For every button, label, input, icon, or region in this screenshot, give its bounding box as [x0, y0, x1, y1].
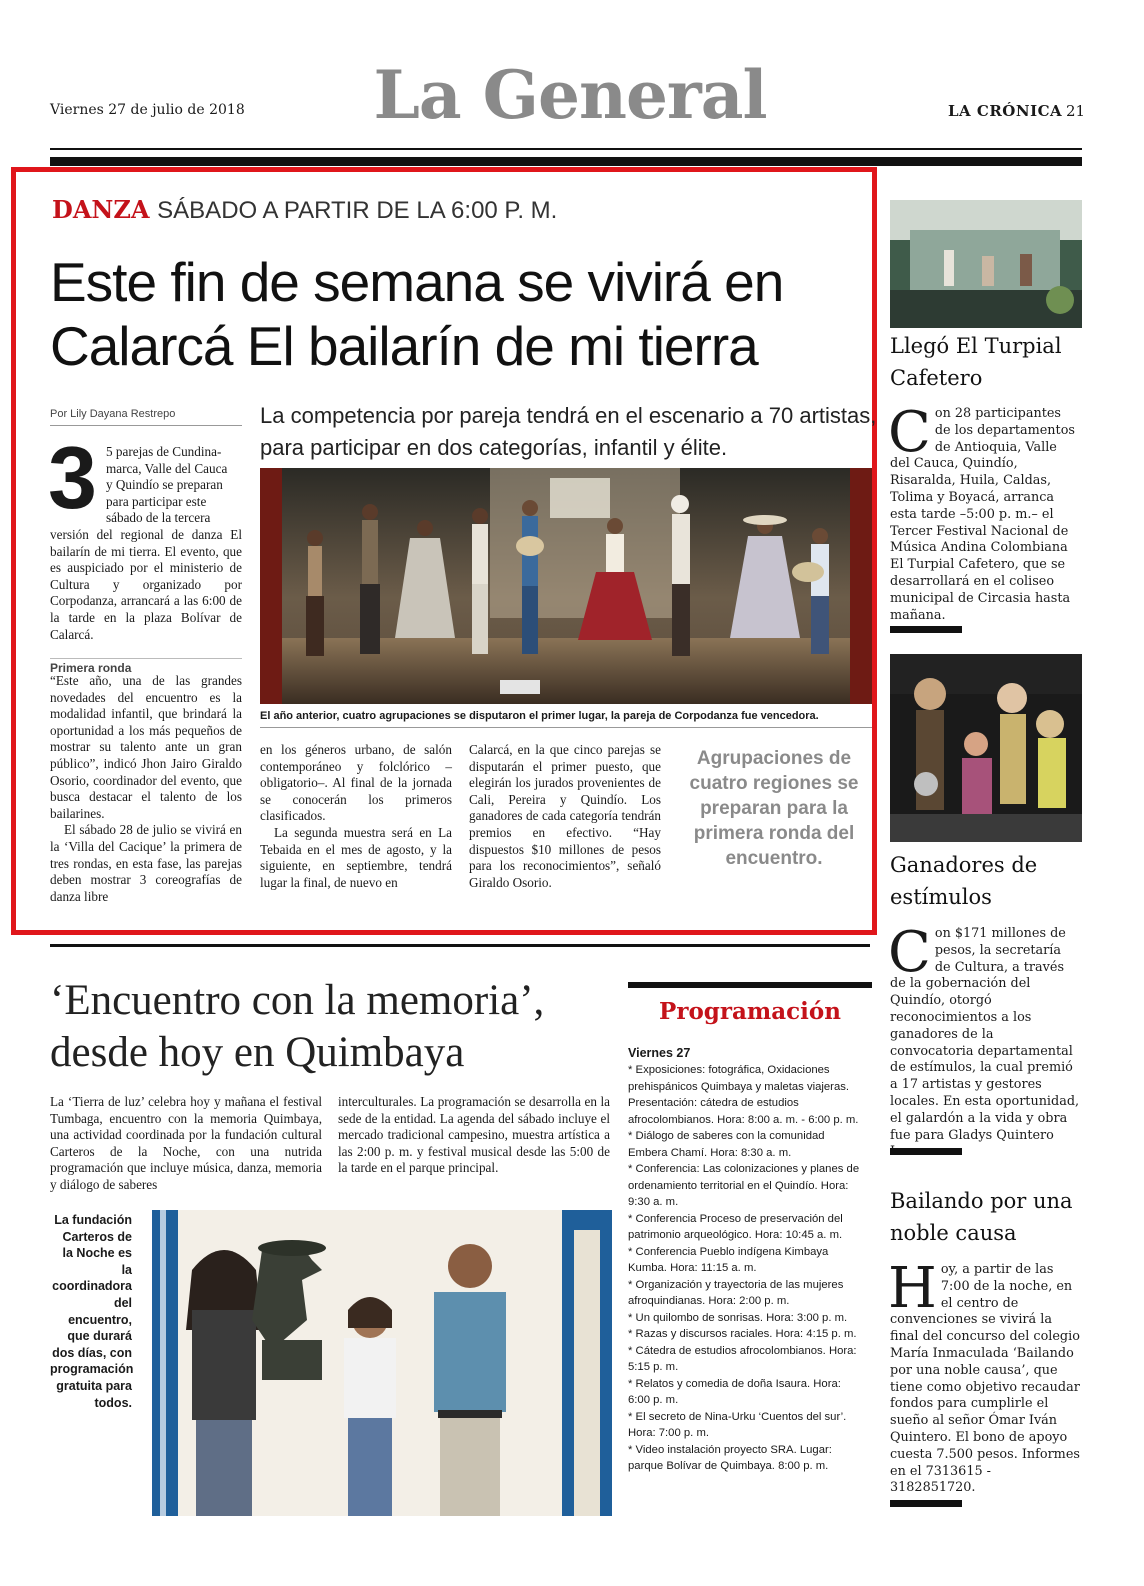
programacion-rule — [628, 982, 872, 988]
sidebar-body-bailando — [888, 1256, 1080, 1497]
pull-quote: Agrupaciones de cuatro regiones se preparan para la primera ronda del encuentro. — [689, 748, 859, 869]
text-line: para participar este — [106, 493, 207, 509]
list-item: * Conferencia Pueblo indígena Kimbaya Kumba. Hora: 11:15 a. m. — [628, 1245, 829, 1274]
page-number: 21 — [1066, 102, 1086, 120]
paragraph-continuation: versión del regional de danza El bailarín de mi tierra. El evento, que es auspiciado por el ministerio de Cultura y organizado por Corpodanza, arrancará a las 6:00 de la tarde en la plaza Bolívar de Calarcá. — [50, 526, 242, 642]
text-line: y Quindío se preparan — [106, 477, 223, 493]
article-column-3 — [469, 742, 661, 891]
subhead: Primera ronda — [50, 658, 242, 675]
turpial-festival-photo — [890, 200, 1082, 328]
article-paragraph-4: en los géneros urbano, de salón contemporáneo y folclórico –obligatorio–. Al final de la jornada se conocerán los primeros clasificados. — [260, 742, 452, 824]
article-paragraph-1 — [50, 444, 242, 643]
programacion-list — [628, 1062, 864, 1475]
article2-photo-caption: La fundación Carteros de la Noche es la coordinadora del encuentro, que durará dos días, con programación gratuita para todos. — [50, 1213, 134, 1410]
dance-stage-illustration — [260, 468, 872, 704]
list-item: * Relatos y comedia de doña Isaura. Hora: 6:00 p. m. — [628, 1377, 841, 1406]
list-item: * El secreto de Nina-Urku ‘Cuentos del sur’. Hora: 7:00 p. m. — [628, 1410, 847, 1439]
main-headline: Este fin de semana se vivirá en Calarcá El bailarín de mi tierra — [50, 251, 784, 377]
article-paragraph-6: Calarcá, en la que cinco parejas se disputarán el primer puesto, que elegirán los jurados provenientes de Cali, Pereira y Quindío. Los ganadores de cada categoría tendrán premios en efectivo. “Hay dispuestos $10 millones de pesos para los reconocimientos”, señaló Giraldo Osorio. — [469, 742, 661, 890]
drop-cap: C — [888, 400, 931, 465]
puppets-illustration — [890, 654, 1082, 842]
header-rule-thick — [50, 157, 1082, 166]
kicker-keyword: DANZA — [52, 195, 150, 224]
article2-column-2: interculturales. La programación se desarrolla en la sede de la entidad. La agenda del sábado incluye el mercado tradicional campesino, muestra artística a las 2:00 p. m. y festival musical desde las 5:00 de la tarde en el parque principal. — [338, 1094, 610, 1176]
list-item: * Conferencia: Las colonizaciones y planes de ordenamiento territorial en el Quindío. Hora: 9:30 a. m. — [628, 1163, 860, 1208]
byline-rule — [50, 425, 242, 426]
section-title: La General — [373, 56, 767, 134]
list-item: * Razas y discursos raciales. Hora: 4:15 p. m. — [628, 1328, 857, 1340]
programacion-title: Programación — [659, 998, 841, 1025]
sidebar-body-estimulos — [888, 920, 1080, 1161]
sidebar-text: on 28 participantes de los departamentos de Antioquia, Valle del Cauca, Quindío, Risaralda, Huila, Caldas, Tolima y Boyacá, arranca esta tarde –5:00 p. m.– el Tercer Festival Nacional de Música Andina Colombiana El Turpial Cafetero, que se desarrollará en el coliseo municipal de Circasia hasta mañana. — [890, 406, 1075, 623]
puppets-photo — [890, 654, 1082, 842]
list-item: * Video instalación proyecto SRA. Lugar: parque Bolívar de Quimbaya. 8:00 p. m. — [628, 1443, 832, 1472]
article-column-1-continued — [50, 673, 242, 905]
newspaper-name: LA CRÓNICA — [948, 102, 1063, 120]
list-item: * Conferencia Proceso de preservación del patrimonio arqueológico. Hora: 10:45 a. m. — [628, 1212, 843, 1241]
sidebar-body-turpial — [888, 400, 1080, 624]
sidebar-divider — [890, 1500, 962, 1507]
sidebar-divider — [890, 626, 962, 633]
article2-column-1: La ‘Tierra de luz’ celebra hoy y mañana el festival Tumbaga, encuentro con la memoria Quimbaya, una actividad coordinada por la fundación cultural Carteros de la Noche, con una nutrida programación que incluye música, danza, memoria y diálogo de saberes — [50, 1094, 322, 1192]
sidebar-text: on $171 millones de pesos, la secretaría de Cultura, a través de la gobernación del Quindío, otorgó reconocimientos a los ganadores de la convocatoria departamental de estímulos, la cual premió a 17 artistas y gestores locales. En esta oportunidad, el galardón a la vida y obra fue para Gladys Quintero — [890, 926, 1080, 1143]
text-line: sábado de la tercera — [106, 510, 211, 526]
group-photo-illustration — [152, 1210, 612, 1516]
sidebar-title-estimulos: Ganadores de estímulos — [890, 853, 1038, 909]
article-paragraph-2: “Este año, una de las grandes novedades del encuentro es la modalidad infantil, que brindará la oportunidad a los más pequeños de mostrar su talento ante un gran público”, indicó Jhon Jairo Giraldo Osorio, coordinador del evento, que busca destacar el talento de los bailarines. — [50, 673, 242, 821]
list-item: * Organización y trayectoria de las mujeres afroquindianas. Hora: 2:00 p. m. — [628, 1278, 844, 1307]
text-line: 5 parejas de Cundina- — [106, 444, 222, 459]
sidebar-text: oy, a partir de las 7:00 de la noche, en el centro de convenciones se vivirá la final del concurso del colegio María Inmaculada ‘Bailando por una noble causa’, que tiene como objetivo recaudar fondos para cumplirle el sueño al señor Ómar Iván Quintero. El bono de apoyo cuesta 7.500 pesos. Informes en el 7313615 - 3182851720. — [890, 1262, 1080, 1496]
kicker-detail: SÁBADO A PARTIR DE LA 6:00 P. M. — [157, 197, 558, 224]
article-kicker — [52, 195, 557, 225]
list-item: * Diálogo de saberes con la comunidad Embera Chamí. Hora: 8:30 a. m. — [628, 1130, 825, 1159]
sidebar-title-bailando: Bailando por una noble causa — [890, 1189, 1073, 1245]
drop-cap: 3 — [48, 428, 97, 527]
issue-date: Viernes 27 de julio de 2018 — [50, 102, 245, 118]
article-deck: La competencia por pareja tendrá en el escenario a 70 artistas, para participar en dos categorías, infantil y élite. — [260, 403, 877, 460]
article-paragraph-3: El sábado 28 de julio se vivirá en la ‘Villa del Cacique’ la primera de tres rondas, en esta fase, las parejas deben mostrar 3 coreografías de danza libre — [50, 822, 242, 904]
drop-cap: C — [888, 920, 931, 985]
text-line: marca, Valle del Cauca — [106, 460, 228, 476]
photo-caption: El año anterior, cuatro agrupaciones se disputaron el primer lugar, la pareja de Corpodanza fue vencedora. — [260, 710, 819, 722]
byline: Por Lily Dayana Restrepo — [50, 408, 176, 420]
article-paragraph-5: La segunda muestra será en La Tebaida en el mes de agosto, y la siguiente, en septiembre, tendrá lugar la final, de nuevo en — [260, 824, 452, 890]
list-item: * Un quilombo de sonrisas. Hora: 3:00 p. m. — [628, 1311, 848, 1324]
secondary-headline: ‘Encuentro con la memoria’, desde hoy en Quimbaya — [50, 977, 545, 1076]
programacion-day: Viernes 27 — [628, 1046, 691, 1060]
header-rule-thin — [50, 148, 1082, 150]
list-item: * Cátedra de estudios afrocolombianos. Hora: 5:15 p. m. — [628, 1344, 857, 1373]
article-column-2 — [260, 742, 452, 891]
dance-photo — [260, 468, 872, 704]
festival-stage-illustration — [890, 200, 1082, 328]
list-item: * Exposiciones: fotográfica, Oxidaciones prehispánicos Quimbaya y maletas viajeras. Presentación: cátedra de estudios afrocolombianos. Hora: 8:00 a. m. - 6:00 p. m. — [628, 1064, 859, 1126]
drop-cap: H — [888, 1256, 937, 1321]
caption-rule — [260, 727, 872, 728]
foundation-members-photo — [152, 1210, 612, 1516]
sidebar-title-turpial: Llegó El Turpial Cafetero — [890, 334, 1062, 390]
article-separator — [50, 944, 870, 947]
sidebar-divider — [890, 1148, 962, 1155]
